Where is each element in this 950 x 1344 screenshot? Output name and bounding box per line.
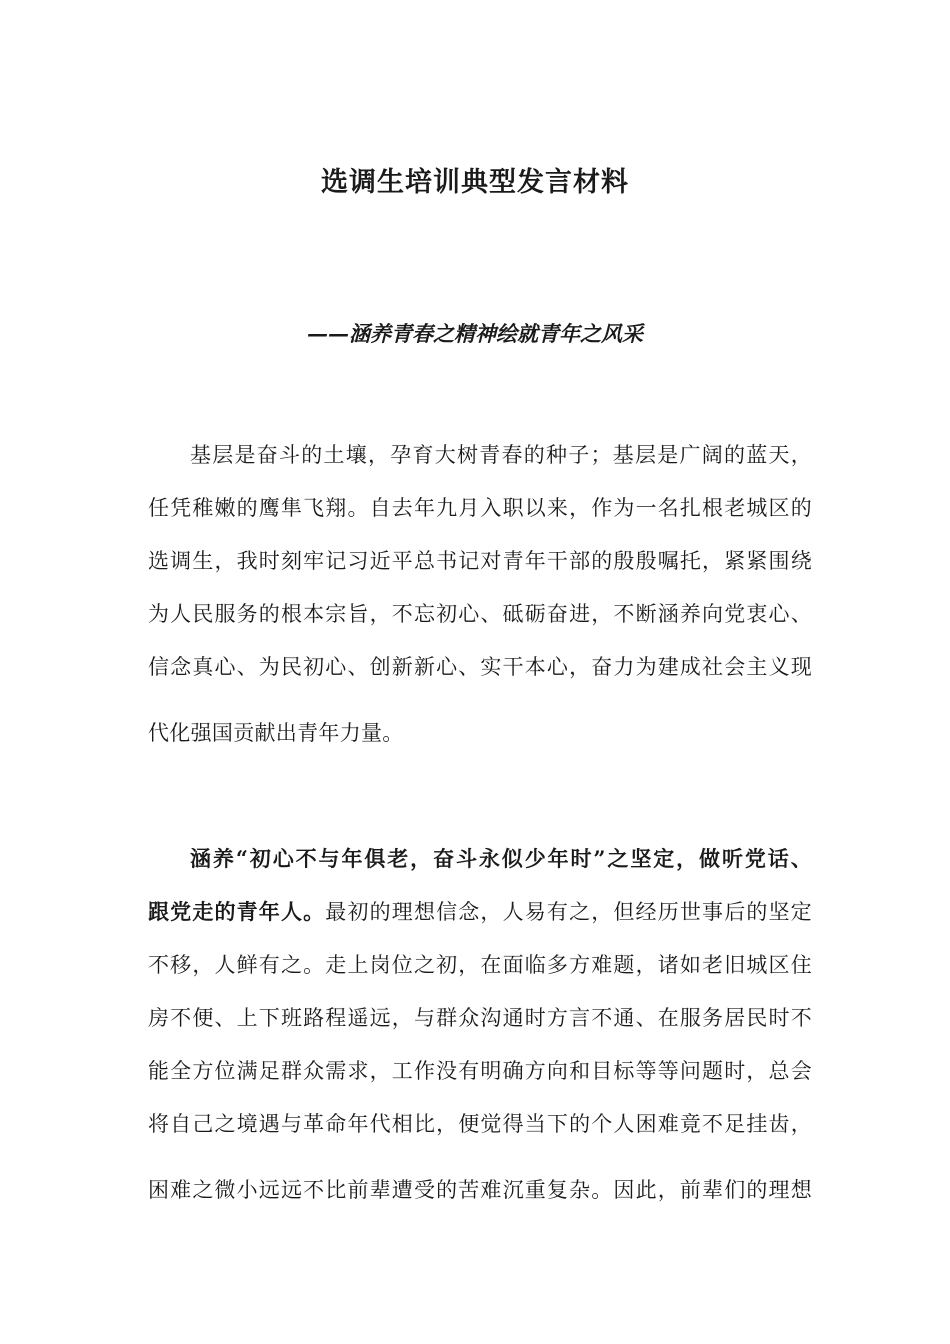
document-title: 选调生培训典型发言材料 [321,167,629,198]
paragraph2-line: 困难之微小远远不比前辈遭受的苦难沉重复杂。因此，前辈们的理想 [148,1178,812,1202]
paragraph1-line: 任凭稚嫩的鹰隼飞翔。自去年九月入职以来，作为一名扎根老城区的 [148,496,812,520]
paragraph2-heading-line: 涵养“初心不与年俱老，奋斗永似少年时”之坚定，做听党话、 [190,846,812,871]
paragraph2-line: 能全方位满足群众需求，工作没有明确方向和目标等等问题时，总会 [148,1059,812,1083]
paragraph1-line: 为人民服务的根本宗旨，不忘初心、砥砺奋进，不断涵养向党衷心、 [148,602,812,626]
document-subtitle: ——涵养青春之精神绘就青年之风采 [307,321,643,346]
paragraph2-line: 将自己之境遇与革命年代相比，便觉得当下的个人困难竟不足挂齿， [148,1112,812,1136]
paragraph1-line: 基层是奋斗的土壤，孕育大树青春的种子；基层是广阔的蓝天， [190,443,812,467]
paragraph2-heading-tail: 跟党走的青年人。 [148,899,326,924]
paragraph1-line: 选调生，我时刻牢记习近平总书记对青年干部的殷殷嘱托，紧紧围绕 [148,549,812,573]
paragraph1-line: 代化强国贡献出青年力量。 [148,721,404,745]
paragraph1-line: 信念真心、为民初心、创新新心、实干本心，奋力为建成社会主义现 [148,655,812,679]
paragraph2-line: 不移，人鲜有之。走上岗位之初，在面临多方难题，诸如老旧城区住 [148,953,812,977]
paragraph2-line [148,896,812,928]
paragraph2-line: 房不便、上下班路程遥远，与群众沟通时方言不通、在服务居民时不 [148,1006,812,1030]
paragraph2-line-rest: 最初的理想信念，人易有之，但经历世事后的坚定 [325,900,812,924]
